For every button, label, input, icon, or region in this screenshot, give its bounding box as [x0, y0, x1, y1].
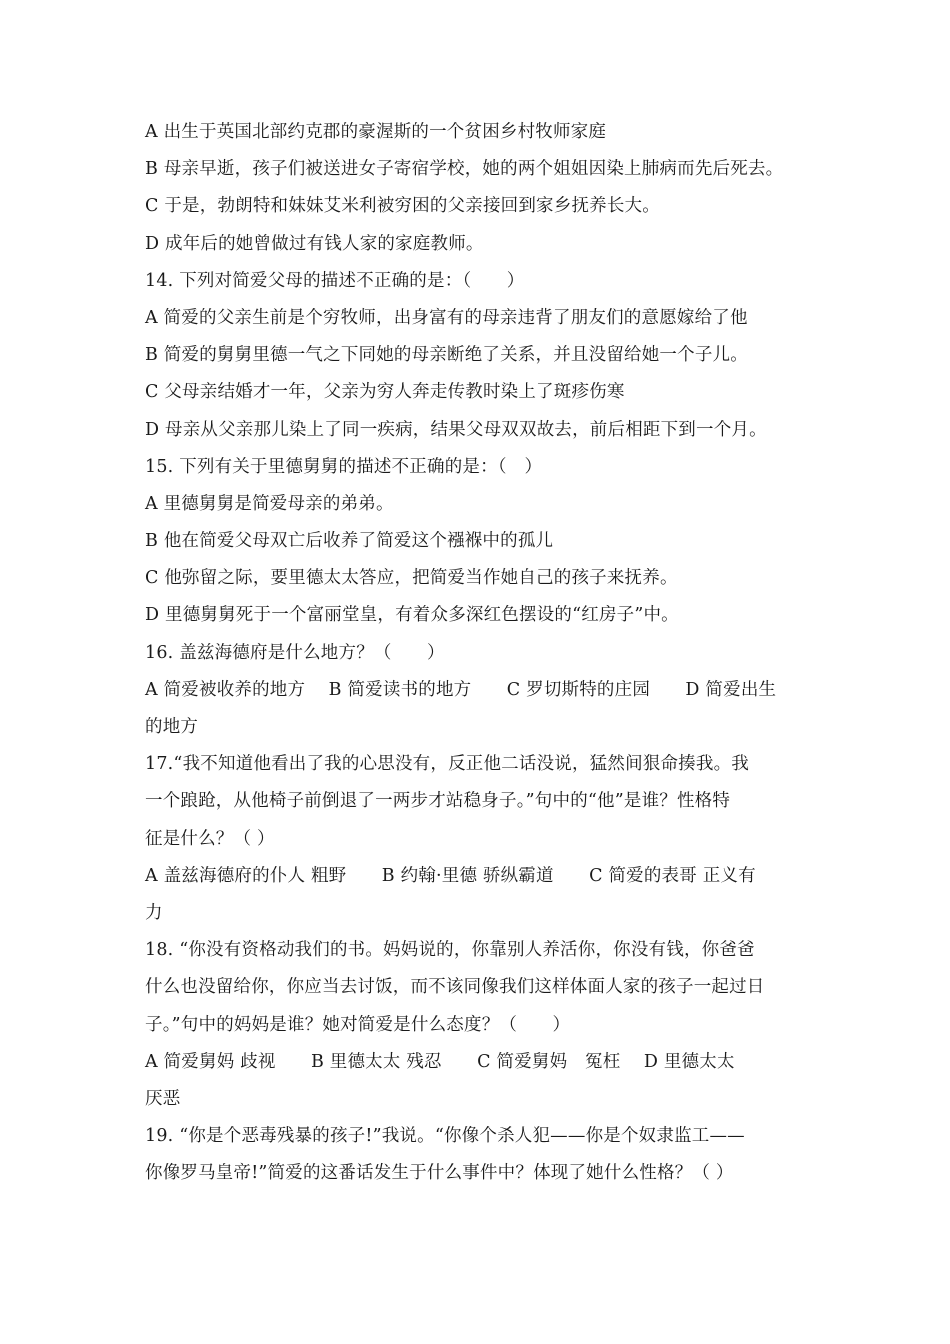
question-16: 16. 盖兹海德府是什么地方？（ ） — [145, 642, 445, 663]
question-15: 15. 下列有关于里德舅舅的描述不正确的是：（ ） — [145, 456, 543, 477]
option-a-birth: A 出生于英国北部约克郡的豪渥斯的一个贫困乡村牧师家庭 — [145, 122, 607, 142]
question-18-line1: 18. “你没有资格动我们的书。妈妈说的，你靠别人养活你，你没有钱，你爸爸 — [145, 940, 755, 961]
q15-option-d: D 里德舅舅死于一个富丽堂皇，有着众多深红色摆设的“红房子”中。 — [145, 605, 679, 626]
option-c-brought-home: C 于是，勃朗特和妹妹艾米利被穷困的父亲接回到家乡抚养长大。 — [145, 196, 660, 217]
q16-options: A 简爱被收养的地方 B 简爱读书的地方 C 罗切斯特的庄园 D 简爱出生 — [145, 679, 777, 700]
question-18-line2: 什么也没留给你，你应当去讨饭，而不该同像我们这样体面人家的孩子一起过日 — [145, 977, 765, 998]
question-14: 14. 下列对简爱父母的描述不正确的是：（ ） — [145, 270, 525, 291]
q14-option-d: D 母亲从父亲那儿染上了同一疾病，结果父母双双故去，前后相距下到一个月。 — [145, 419, 767, 440]
q18-options: A 简爱舅妈 歧视 B 里德太太 残忍 C 简爱舅妈 冤枉 D 里德太太 — [145, 1051, 735, 1072]
q17-options-cont: 力 — [145, 902, 163, 923]
document-page — [145, 114, 815, 1192]
option-d-governess: D 成年后的她曾做过有钱人家的家庭教师。 — [145, 233, 484, 254]
question-17-line3: 征是什么？（ ） — [145, 828, 275, 849]
q15-option-b: B 他在简爱父母双亡后收养了简爱这个襁褓中的孤儿 — [145, 531, 554, 552]
question-18-line3: 子。”句中的妈妈是谁？她对简爱是什么态度？（ ） — [145, 1014, 571, 1035]
q16-options-cont: 的地方 — [145, 717, 199, 737]
q15-option-a: A 里德舅舅是简爱母亲的弟弟。 — [145, 493, 394, 514]
q17-options: A 盖兹海德府的仆人 粗野 B 约翰·里德 骄纵霸道 C 简爱的表哥 正义有 — [145, 865, 756, 886]
question-17-line1: 17.“我不知道他看出了我的心思没有，反正他二话没说，猛然间狠命揍我。我 — [145, 754, 749, 775]
q14-option-c: C 父母亲结婚才一年，父亲为穷人奔走传教时染上了斑疹伤寒 — [145, 382, 625, 403]
question-17-line2: 一个踉跄，从他椅子前倒退了一两步才站稳身子。”句中的“他”是谁？性格特 — [145, 791, 731, 812]
q14-option-a: A 简爱的父亲生前是个穷牧师，出身富有的母亲违背了朋友们的意愿嫁给了他 — [145, 307, 748, 328]
q15-option-c: C 他弥留之际，要里德太太答应，把简爱当作她自己的孩子来抚养。 — [145, 568, 678, 589]
q14-option-b: B 简爱的舅舅里德一气之下同她的母亲断绝了关系，并且没留给她一个子儿。 — [145, 345, 748, 366]
option-b-mother-died: B 母亲早逝，孩子们被送进女子寄宿学校，她的两个姐姐因染上肺病而先后死去。 — [145, 159, 784, 180]
question-19-line1: 19. “你是个恶毒残暴的孩子!”我说。“你像个杀人犯——你是个奴隶监工—— — [145, 1126, 745, 1147]
question-19-line2: 你像罗马皇帝!”简爱的这番话发生于什么事件中？体现了她什么性格？（ ） — [145, 1163, 734, 1184]
q18-options-cont: 厌恶 — [145, 1088, 181, 1109]
